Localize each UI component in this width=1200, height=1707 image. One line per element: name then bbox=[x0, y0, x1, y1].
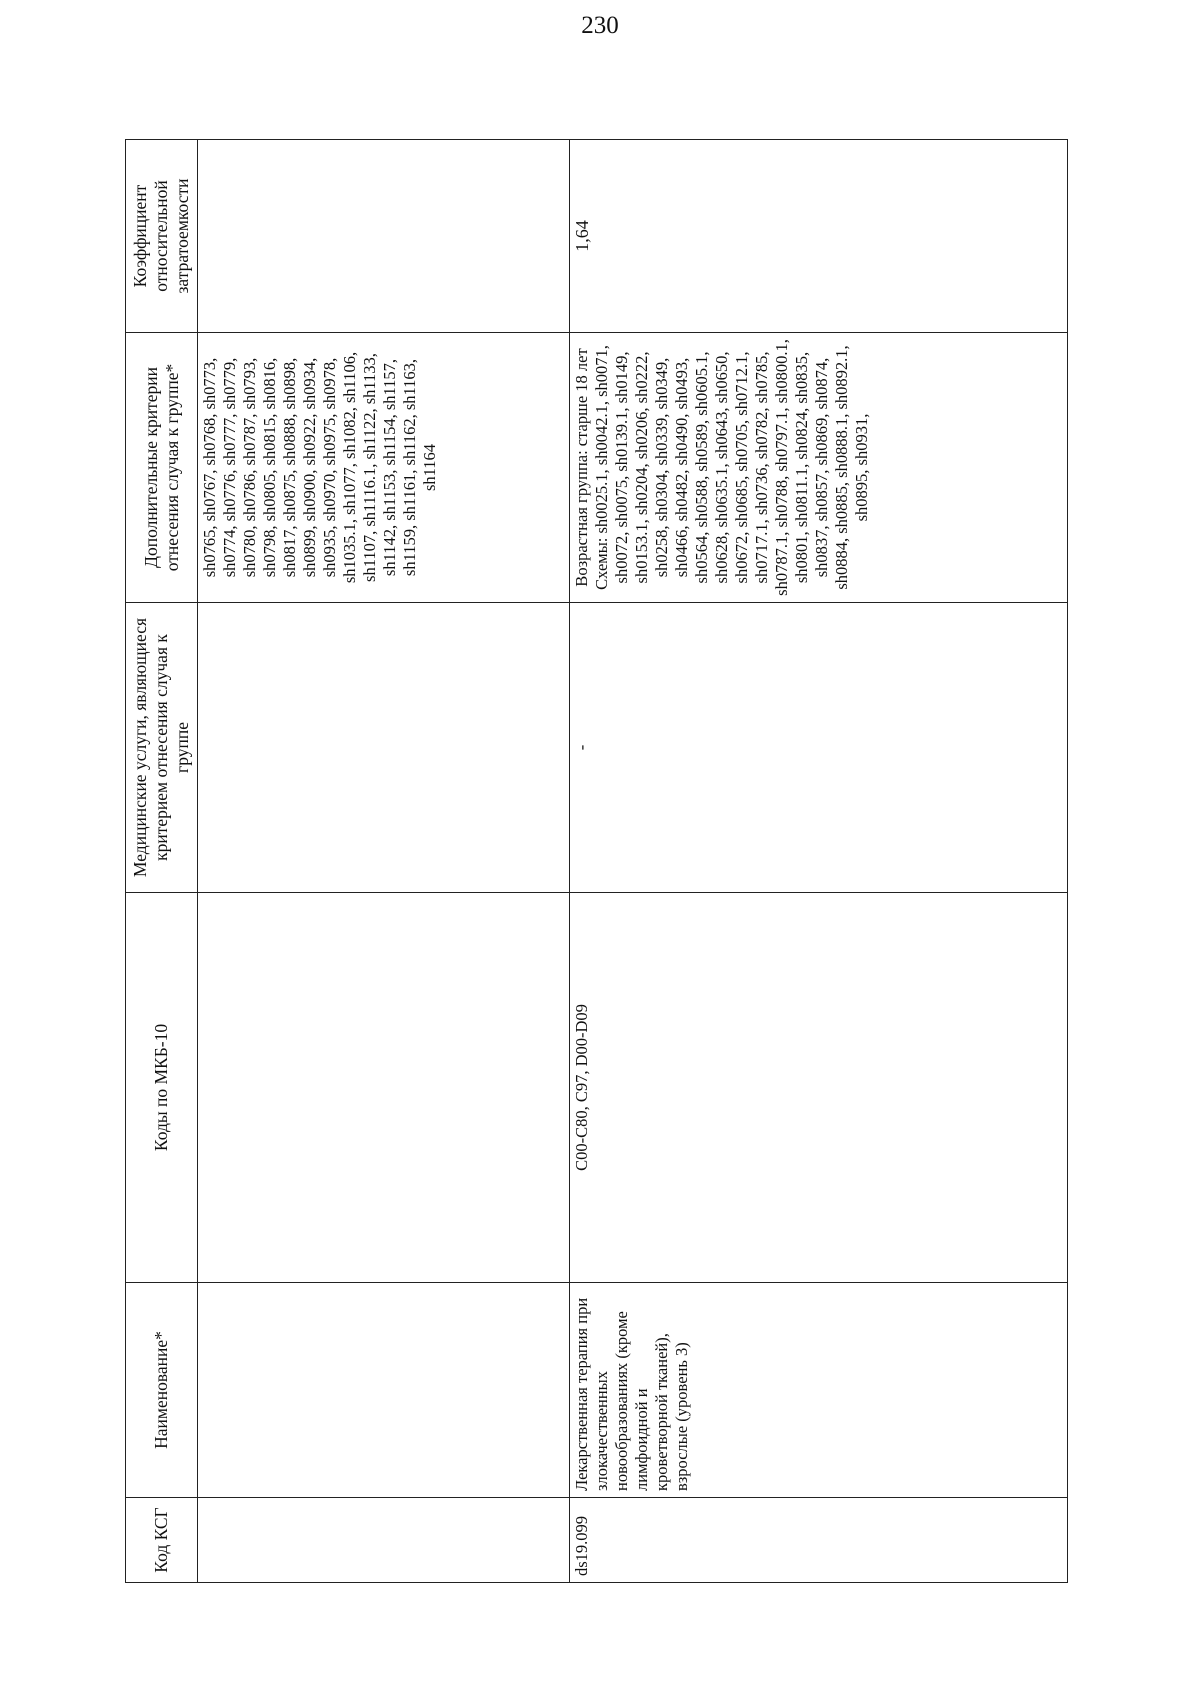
cell-name: Лекарственная терапия при злокачественных новообразованиях (кроме лимфоидной и кроветворной тканей), взрослые (уровень 3) bbox=[570, 1283, 1068, 1498]
ksg-table-rotated bbox=[125, 140, 1067, 1583]
cell-extra-criteria: Возрастная группа: старше 18 лет Схемы: sh0025.1, sh0042.1, sh0071, sh0072, sh0075, sh0139.1, sh0149, sh0153.1, sh0204, sh0206, sh0222, sh0258, sh0304, sh0339, sh0349, sh0466, sh0482, sh0490, sh0493, sh0564, sh0588, sh0589, sh0605.1, sh0628, sh0635.1, sh0643, sh0650, sh0672, sh0685, sh0705, sh0712.1, sh0717.1, sh0736, sh0782, sh0785, sh0787.1, sh0788, sh0797.1, sh0800.1, sh0801, sh0811.1, sh0824, sh0835, sh0837, sh0857, sh0869, sh0874, sh0884, sh0885, sh0888.1, sh0892.1, sh0895, sh0931, bbox=[570, 333, 1068, 603]
page-number: 230 bbox=[581, 12, 619, 39]
ksg-table-frame bbox=[125, 140, 1067, 1583]
cell-mkb: C00-C80, C97, D00-D09 bbox=[570, 893, 1068, 1283]
table-header-row bbox=[126, 140, 198, 1583]
header-coefficient: Коэффициент относительной затратоемкости bbox=[126, 140, 198, 333]
cell-services bbox=[198, 603, 570, 893]
header-code: Код КСГ bbox=[126, 1498, 198, 1583]
cell-mkb bbox=[198, 893, 570, 1283]
ksg-table bbox=[125, 139, 1068, 1583]
table-row bbox=[570, 140, 1068, 1583]
cell-coefficient: 1,64 bbox=[570, 140, 1068, 333]
cell-coefficient bbox=[198, 140, 570, 333]
cell-name bbox=[198, 1283, 570, 1498]
cell-services: - bbox=[570, 603, 1068, 893]
header-services: Медицинские услуги, являющиеся критерием отнесения случая к группе bbox=[126, 603, 198, 893]
table-row bbox=[198, 140, 570, 1583]
cell-code: ds19.099 bbox=[570, 1498, 1068, 1583]
cell-extra-criteria: sh0765, sh0767, sh0768, sh0773, sh0774, sh0776, sh0777, sh0779, sh0780, sh0786, sh0787, sh0793, sh0798, sh0805, sh0815, sh0816, sh0817, sh0875, sh0888, sh0898, sh0899, sh0900, sh0922, sh0934, sh0935, sh0970, sh0975, sh0978, sh1035.1, sh1077, sh1082, sh1106, sh1107, sh1116.1, sh1122, sh1133, sh1142, sh1153, sh1154, sh1157, sh1159, sh1161, sh1162, sh1163, sh1164 bbox=[198, 333, 570, 603]
cell-code bbox=[198, 1498, 570, 1583]
header-mkb: Коды по МКБ-10 bbox=[126, 893, 198, 1283]
header-name: Наименование* bbox=[126, 1283, 198, 1498]
header-extra-criteria: Дополнительные критерии отнесения случая к группе* bbox=[126, 333, 198, 603]
